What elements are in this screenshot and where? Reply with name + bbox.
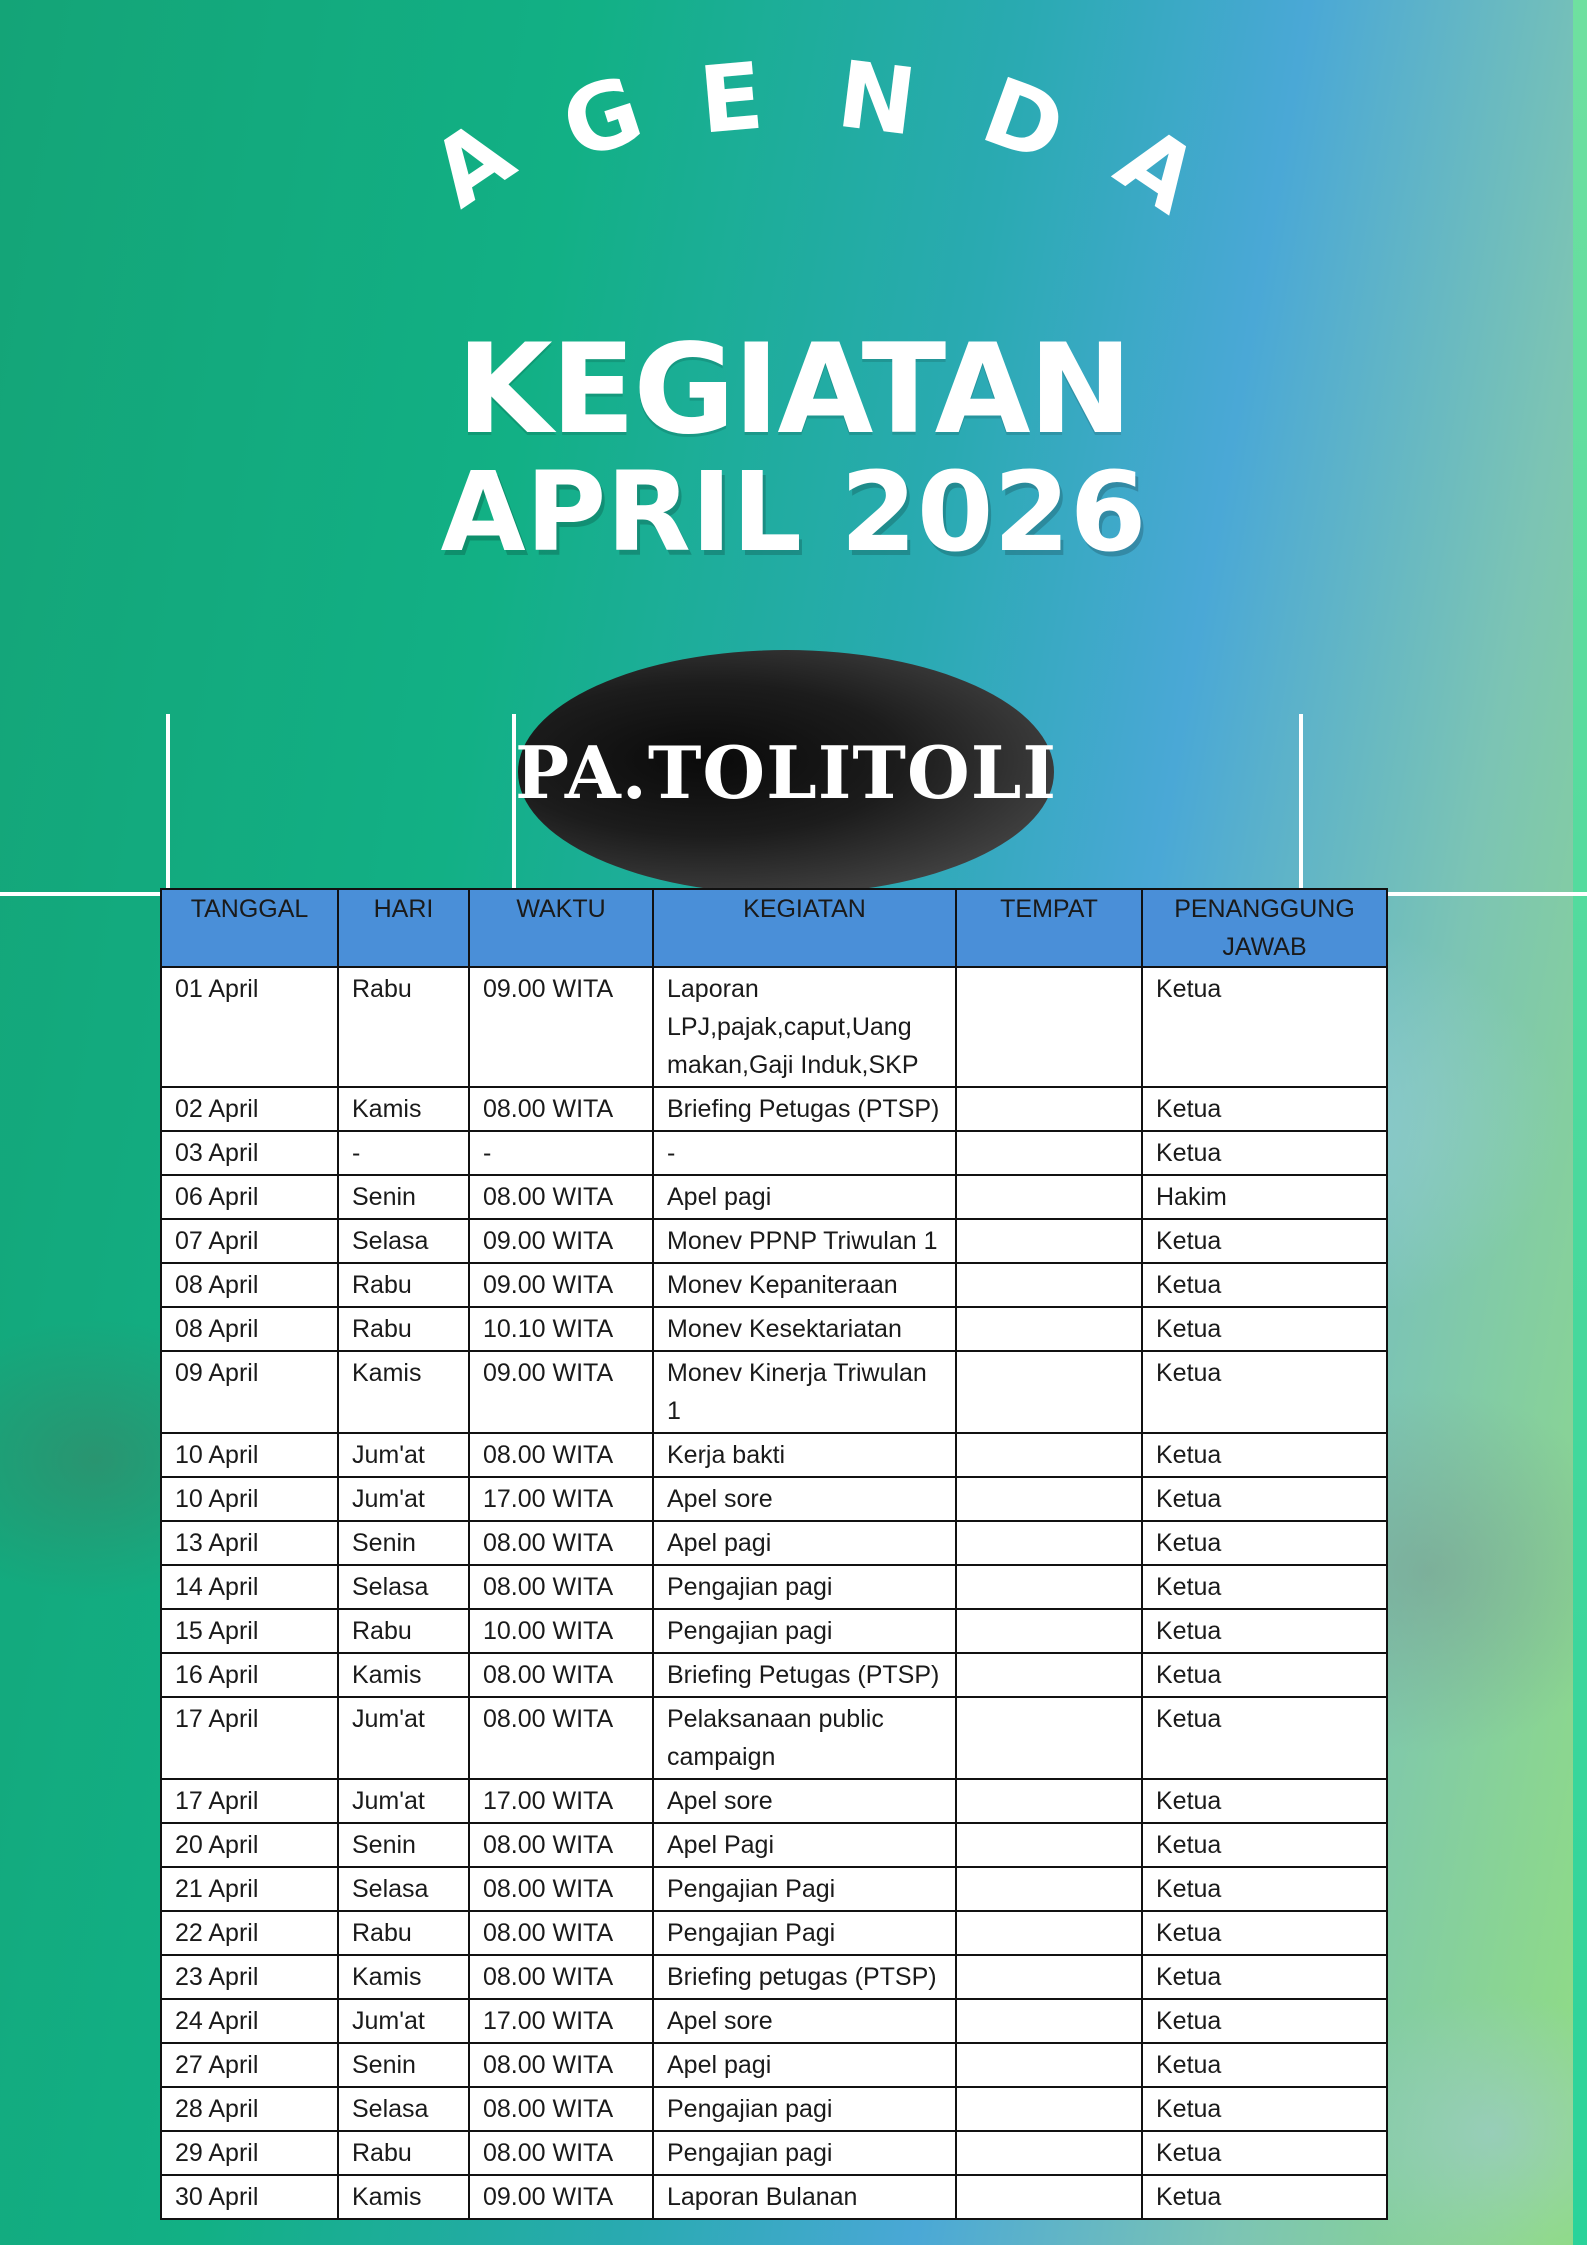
column-header-hari: HARI: [338, 889, 469, 967]
cell-tanggal: 08 April: [161, 1307, 338, 1351]
cell-tanggal: 13 April: [161, 1521, 338, 1565]
table-row: [161, 1307, 1387, 1351]
cell-tanggal: 21 April: [161, 1867, 338, 1911]
cell-hari: Rabu: [338, 1609, 469, 1653]
agenda-arched-title: [0, 0, 1587, 300]
table-row: [161, 1653, 1387, 1697]
table-row: [161, 1823, 1387, 1867]
cell-tempat: [956, 1131, 1142, 1175]
cell-tempat: [956, 1911, 1142, 1955]
cell-hari: Kamis: [338, 1351, 469, 1433]
table-row: [161, 1565, 1387, 1609]
table-row: [161, 2175, 1387, 2219]
cell-hari: -: [338, 1131, 469, 1175]
table-row: [161, 1175, 1387, 1219]
column-header-tempat: TEMPAT: [956, 889, 1142, 967]
cell-penanggung-jawab: Ketua: [1142, 1307, 1387, 1351]
cell-kegiatan: Laporan Bulanan: [653, 2175, 956, 2219]
decorative-line: [1299, 714, 1303, 894]
cell-kegiatan: Monev Kesektariatan: [653, 1307, 956, 1351]
cell-tempat: [956, 1521, 1142, 1565]
table-row: [161, 1131, 1387, 1175]
cell-waktu: 10.10 WITA: [469, 1307, 653, 1351]
cell-tempat: [956, 1351, 1142, 1433]
cell-hari: Selasa: [338, 1219, 469, 1263]
cell-tanggal: 20 April: [161, 1823, 338, 1867]
cell-kegiatan: Pelaksanaan public campaign: [653, 1697, 956, 1779]
cell-kegiatan: Pengajian Pagi: [653, 1911, 956, 1955]
cell-tanggal: 29 April: [161, 2131, 338, 2175]
cell-tanggal: 24 April: [161, 1999, 338, 2043]
cell-tempat: [956, 2175, 1142, 2219]
cell-tempat: [956, 1477, 1142, 1521]
cell-penanggung-jawab: Ketua: [1142, 1999, 1387, 2043]
cell-waktu: 09.00 WITA: [469, 967, 653, 1087]
month-year-heading: APRIL 2026: [440, 448, 1147, 576]
agenda-table-container: [160, 888, 1386, 2220]
cell-penanggung-jawab: Ketua: [1142, 1867, 1387, 1911]
cell-hari: Jum'at: [338, 1433, 469, 1477]
cell-penanggung-jawab: Ketua: [1142, 1653, 1387, 1697]
agenda-letter: D: [969, 57, 1078, 184]
cell-tempat: [956, 1263, 1142, 1307]
cell-waktu: 08.00 WITA: [469, 1087, 653, 1131]
cell-tanggal: 09 April: [161, 1351, 338, 1433]
cell-kegiatan: Apel Pagi: [653, 1823, 956, 1867]
cell-tanggal: 28 April: [161, 2087, 338, 2131]
cell-kegiatan: -: [653, 1131, 956, 1175]
cell-waktu: 09.00 WITA: [469, 1219, 653, 1263]
cell-penanggung-jawab: Ketua: [1142, 1911, 1387, 1955]
cell-kegiatan: Briefing Petugas (PTSP): [653, 1087, 956, 1131]
cell-tempat: [956, 967, 1142, 1087]
cell-penanggung-jawab: Ketua: [1142, 1565, 1387, 1609]
cell-hari: Kamis: [338, 1955, 469, 1999]
column-header-waktu: WAKTU: [469, 889, 653, 967]
cell-kegiatan: Apel sore: [653, 1999, 956, 2043]
cell-hari: Senin: [338, 1175, 469, 1219]
cell-tanggal: 30 April: [161, 2175, 338, 2219]
cell-penanggung-jawab: Ketua: [1142, 1087, 1387, 1131]
table-row: [161, 967, 1387, 1087]
cell-hari: Kamis: [338, 1653, 469, 1697]
cell-kegiatan: Apel pagi: [653, 2043, 956, 2087]
cell-tanggal: 03 April: [161, 1131, 338, 1175]
table-row: [161, 1433, 1387, 1477]
cell-tanggal: 07 April: [161, 1219, 338, 1263]
table-row: [161, 2131, 1387, 2175]
cell-tempat: [956, 1955, 1142, 1999]
cell-waktu: 10.00 WITA: [469, 1609, 653, 1653]
cell-hari: Senin: [338, 1521, 469, 1565]
cell-waktu: 17.00 WITA: [469, 1779, 653, 1823]
cell-tanggal: 14 April: [161, 1565, 338, 1609]
cell-hari: Rabu: [338, 1263, 469, 1307]
cell-tempat: [956, 2087, 1142, 2131]
cell-kegiatan: Pengajian pagi: [653, 1609, 956, 1653]
agenda-letter: A: [412, 99, 532, 229]
cell-waktu: 17.00 WITA: [469, 1477, 653, 1521]
column-header-tanggal: TANGGAL: [161, 889, 338, 967]
cell-kegiatan: Pengajian pagi: [653, 2087, 956, 2131]
cell-kegiatan: Pengajian pagi: [653, 1565, 956, 1609]
cell-tempat: [956, 1433, 1142, 1477]
institution-badge: [514, 650, 1058, 894]
cell-tanggal: 06 April: [161, 1175, 338, 1219]
cell-hari: Rabu: [338, 2131, 469, 2175]
table-row: [161, 1219, 1387, 1263]
cell-waktu: 17.00 WITA: [469, 1999, 653, 2043]
cell-tanggal: 08 April: [161, 1263, 338, 1307]
cell-hari: Kamis: [338, 1087, 469, 1131]
cell-waktu: -: [469, 1131, 653, 1175]
cell-penanggung-jawab: Ketua: [1142, 967, 1387, 1087]
cell-tanggal: 22 April: [161, 1911, 338, 1955]
cell-penanggung-jawab: Ketua: [1142, 2131, 1387, 2175]
page-title: KEGIATAN: [456, 318, 1131, 462]
cell-waktu: 09.00 WITA: [469, 2175, 653, 2219]
cell-tempat: [956, 1653, 1142, 1697]
cell-hari: Kamis: [338, 2175, 469, 2219]
cell-tempat: [956, 1697, 1142, 1779]
cell-tempat: [956, 2043, 1142, 2087]
cell-waktu: 08.00 WITA: [469, 1565, 653, 1609]
cell-kegiatan: Laporan LPJ,pajak,caput,Uang makan,Gaji Induk,SKP: [653, 967, 956, 1087]
cell-penanggung-jawab: Ketua: [1142, 1351, 1387, 1433]
cell-tanggal: 10 April: [161, 1433, 338, 1477]
cell-hari: Selasa: [338, 1867, 469, 1911]
cell-waktu: 08.00 WITA: [469, 1175, 653, 1219]
institution-name: PA.TOLITOLI: [514, 729, 1058, 815]
cell-hari: Jum'at: [338, 1477, 469, 1521]
table-row: [161, 1351, 1387, 1433]
cell-penanggung-jawab: Ketua: [1142, 2043, 1387, 2087]
cell-waktu: 08.00 WITA: [469, 1433, 653, 1477]
cell-kegiatan: Apel sore: [653, 1477, 956, 1521]
cell-penanggung-jawab: Ketua: [1142, 1131, 1387, 1175]
cell-hari: Rabu: [338, 1911, 469, 1955]
cell-hari: Senin: [338, 1823, 469, 1867]
cell-waktu: 08.00 WITA: [469, 2087, 653, 2131]
cell-tanggal: 01 April: [161, 967, 338, 1087]
cell-penanggung-jawab: Ketua: [1142, 1263, 1387, 1307]
cell-tempat: [956, 1565, 1142, 1609]
agenda-letter: A: [1098, 105, 1218, 235]
cell-tempat: [956, 1307, 1142, 1351]
table-row: [161, 2043, 1387, 2087]
table-row: [161, 1999, 1387, 2043]
cell-tempat: [956, 1779, 1142, 1823]
cell-kegiatan: Pengajian pagi: [653, 2131, 956, 2175]
cell-penanggung-jawab: Ketua: [1142, 1955, 1387, 1999]
cell-penanggung-jawab: Ketua: [1142, 1219, 1387, 1263]
table-row: [161, 1697, 1387, 1779]
cell-hari: Jum'at: [338, 1779, 469, 1823]
cell-penanggung-jawab: Ketua: [1142, 1477, 1387, 1521]
table-row: [161, 1911, 1387, 1955]
cell-hari: Senin: [338, 2043, 469, 2087]
agenda-table-body: [161, 967, 1387, 2219]
cell-tempat: [956, 1219, 1142, 1263]
table-row: [161, 1087, 1387, 1131]
cell-kegiatan: Apel sore: [653, 1779, 956, 1823]
cell-waktu: 08.00 WITA: [469, 1697, 653, 1779]
cell-tanggal: 10 April: [161, 1477, 338, 1521]
cell-penanggung-jawab: Ketua: [1142, 1609, 1387, 1653]
cell-tempat: [956, 1867, 1142, 1911]
table-row: [161, 1779, 1387, 1823]
agenda-letter: N: [832, 40, 922, 157]
cell-kegiatan: Monev PPNP Triwulan 1: [653, 1219, 956, 1263]
cell-tanggal: 27 April: [161, 2043, 338, 2087]
cell-waktu: 08.00 WITA: [469, 1521, 653, 1565]
table-row: [161, 2087, 1387, 2131]
cell-hari: Jum'at: [338, 1697, 469, 1779]
cell-penanggung-jawab: Hakim: [1142, 1175, 1387, 1219]
cell-hari: Selasa: [338, 2087, 469, 2131]
cell-hari: Jum'at: [338, 1999, 469, 2043]
cell-tanggal: 17 April: [161, 1697, 338, 1779]
cell-tanggal: 17 April: [161, 1779, 338, 1823]
cell-waktu: 08.00 WITA: [469, 2131, 653, 2175]
cell-waktu: 09.00 WITA: [469, 1263, 653, 1307]
cell-hari: Rabu: [338, 967, 469, 1087]
agenda-letter: E: [695, 42, 768, 155]
cell-waktu: 09.00 WITA: [469, 1351, 653, 1433]
cell-penanggung-jawab: Ketua: [1142, 1697, 1387, 1779]
agenda-letter: G: [549, 55, 655, 181]
cell-hari: Selasa: [338, 1565, 469, 1609]
cell-kegiatan: Pengajian Pagi: [653, 1867, 956, 1911]
cell-waktu: 08.00 WITA: [469, 1955, 653, 1999]
cell-kegiatan: Monev Kepaniteraan: [653, 1263, 956, 1307]
cell-penanggung-jawab: Ketua: [1142, 1433, 1387, 1477]
cell-tempat: [956, 1823, 1142, 1867]
agenda-table: [160, 888, 1388, 2220]
cell-tempat: [956, 2131, 1142, 2175]
cell-kegiatan: Briefing Petugas (PTSP): [653, 1653, 956, 1697]
cell-waktu: 08.00 WITA: [469, 1867, 653, 1911]
cell-kegiatan: Apel pagi: [653, 1175, 956, 1219]
table-row: [161, 1477, 1387, 1521]
cell-hari: Rabu: [338, 1307, 469, 1351]
cell-kegiatan: Monev Kinerja Triwulan 1: [653, 1351, 956, 1433]
column-header-penanggung-jawab: PENANGGUNG JAWAB: [1142, 889, 1387, 967]
cell-kegiatan: Briefing petugas (PTSP): [653, 1955, 956, 1999]
cell-tempat: [956, 1609, 1142, 1653]
cell-tempat: [956, 1087, 1142, 1131]
cell-waktu: 08.00 WITA: [469, 1911, 653, 1955]
cell-tempat: [956, 1175, 1142, 1219]
table-row: [161, 1955, 1387, 1999]
table-row: [161, 1867, 1387, 1911]
cell-penanggung-jawab: Ketua: [1142, 1823, 1387, 1867]
column-header-kegiatan: KEGIATAN: [653, 889, 956, 967]
cell-tanggal: 16 April: [161, 1653, 338, 1697]
table-row: [161, 1263, 1387, 1307]
cell-penanggung-jawab: Ketua: [1142, 1779, 1387, 1823]
cell-kegiatan: Kerja bakti: [653, 1433, 956, 1477]
cell-waktu: 08.00 WITA: [469, 1653, 653, 1697]
cell-penanggung-jawab: Ketua: [1142, 1521, 1387, 1565]
cell-penanggung-jawab: Ketua: [1142, 2087, 1387, 2131]
cell-penanggung-jawab: Ketua: [1142, 2175, 1387, 2219]
cell-tanggal: 23 April: [161, 1955, 338, 1999]
decorative-line: [166, 714, 170, 894]
cell-kegiatan: Apel pagi: [653, 1521, 956, 1565]
table-row: [161, 1609, 1387, 1653]
cell-tempat: [956, 1999, 1142, 2043]
cell-waktu: 08.00 WITA: [469, 2043, 653, 2087]
table-row: [161, 1521, 1387, 1565]
cell-tanggal: 15 April: [161, 1609, 338, 1653]
cell-tanggal: 02 April: [161, 1087, 338, 1131]
cell-waktu: 08.00 WITA: [469, 1823, 653, 1867]
table-header-row: [161, 889, 1387, 967]
